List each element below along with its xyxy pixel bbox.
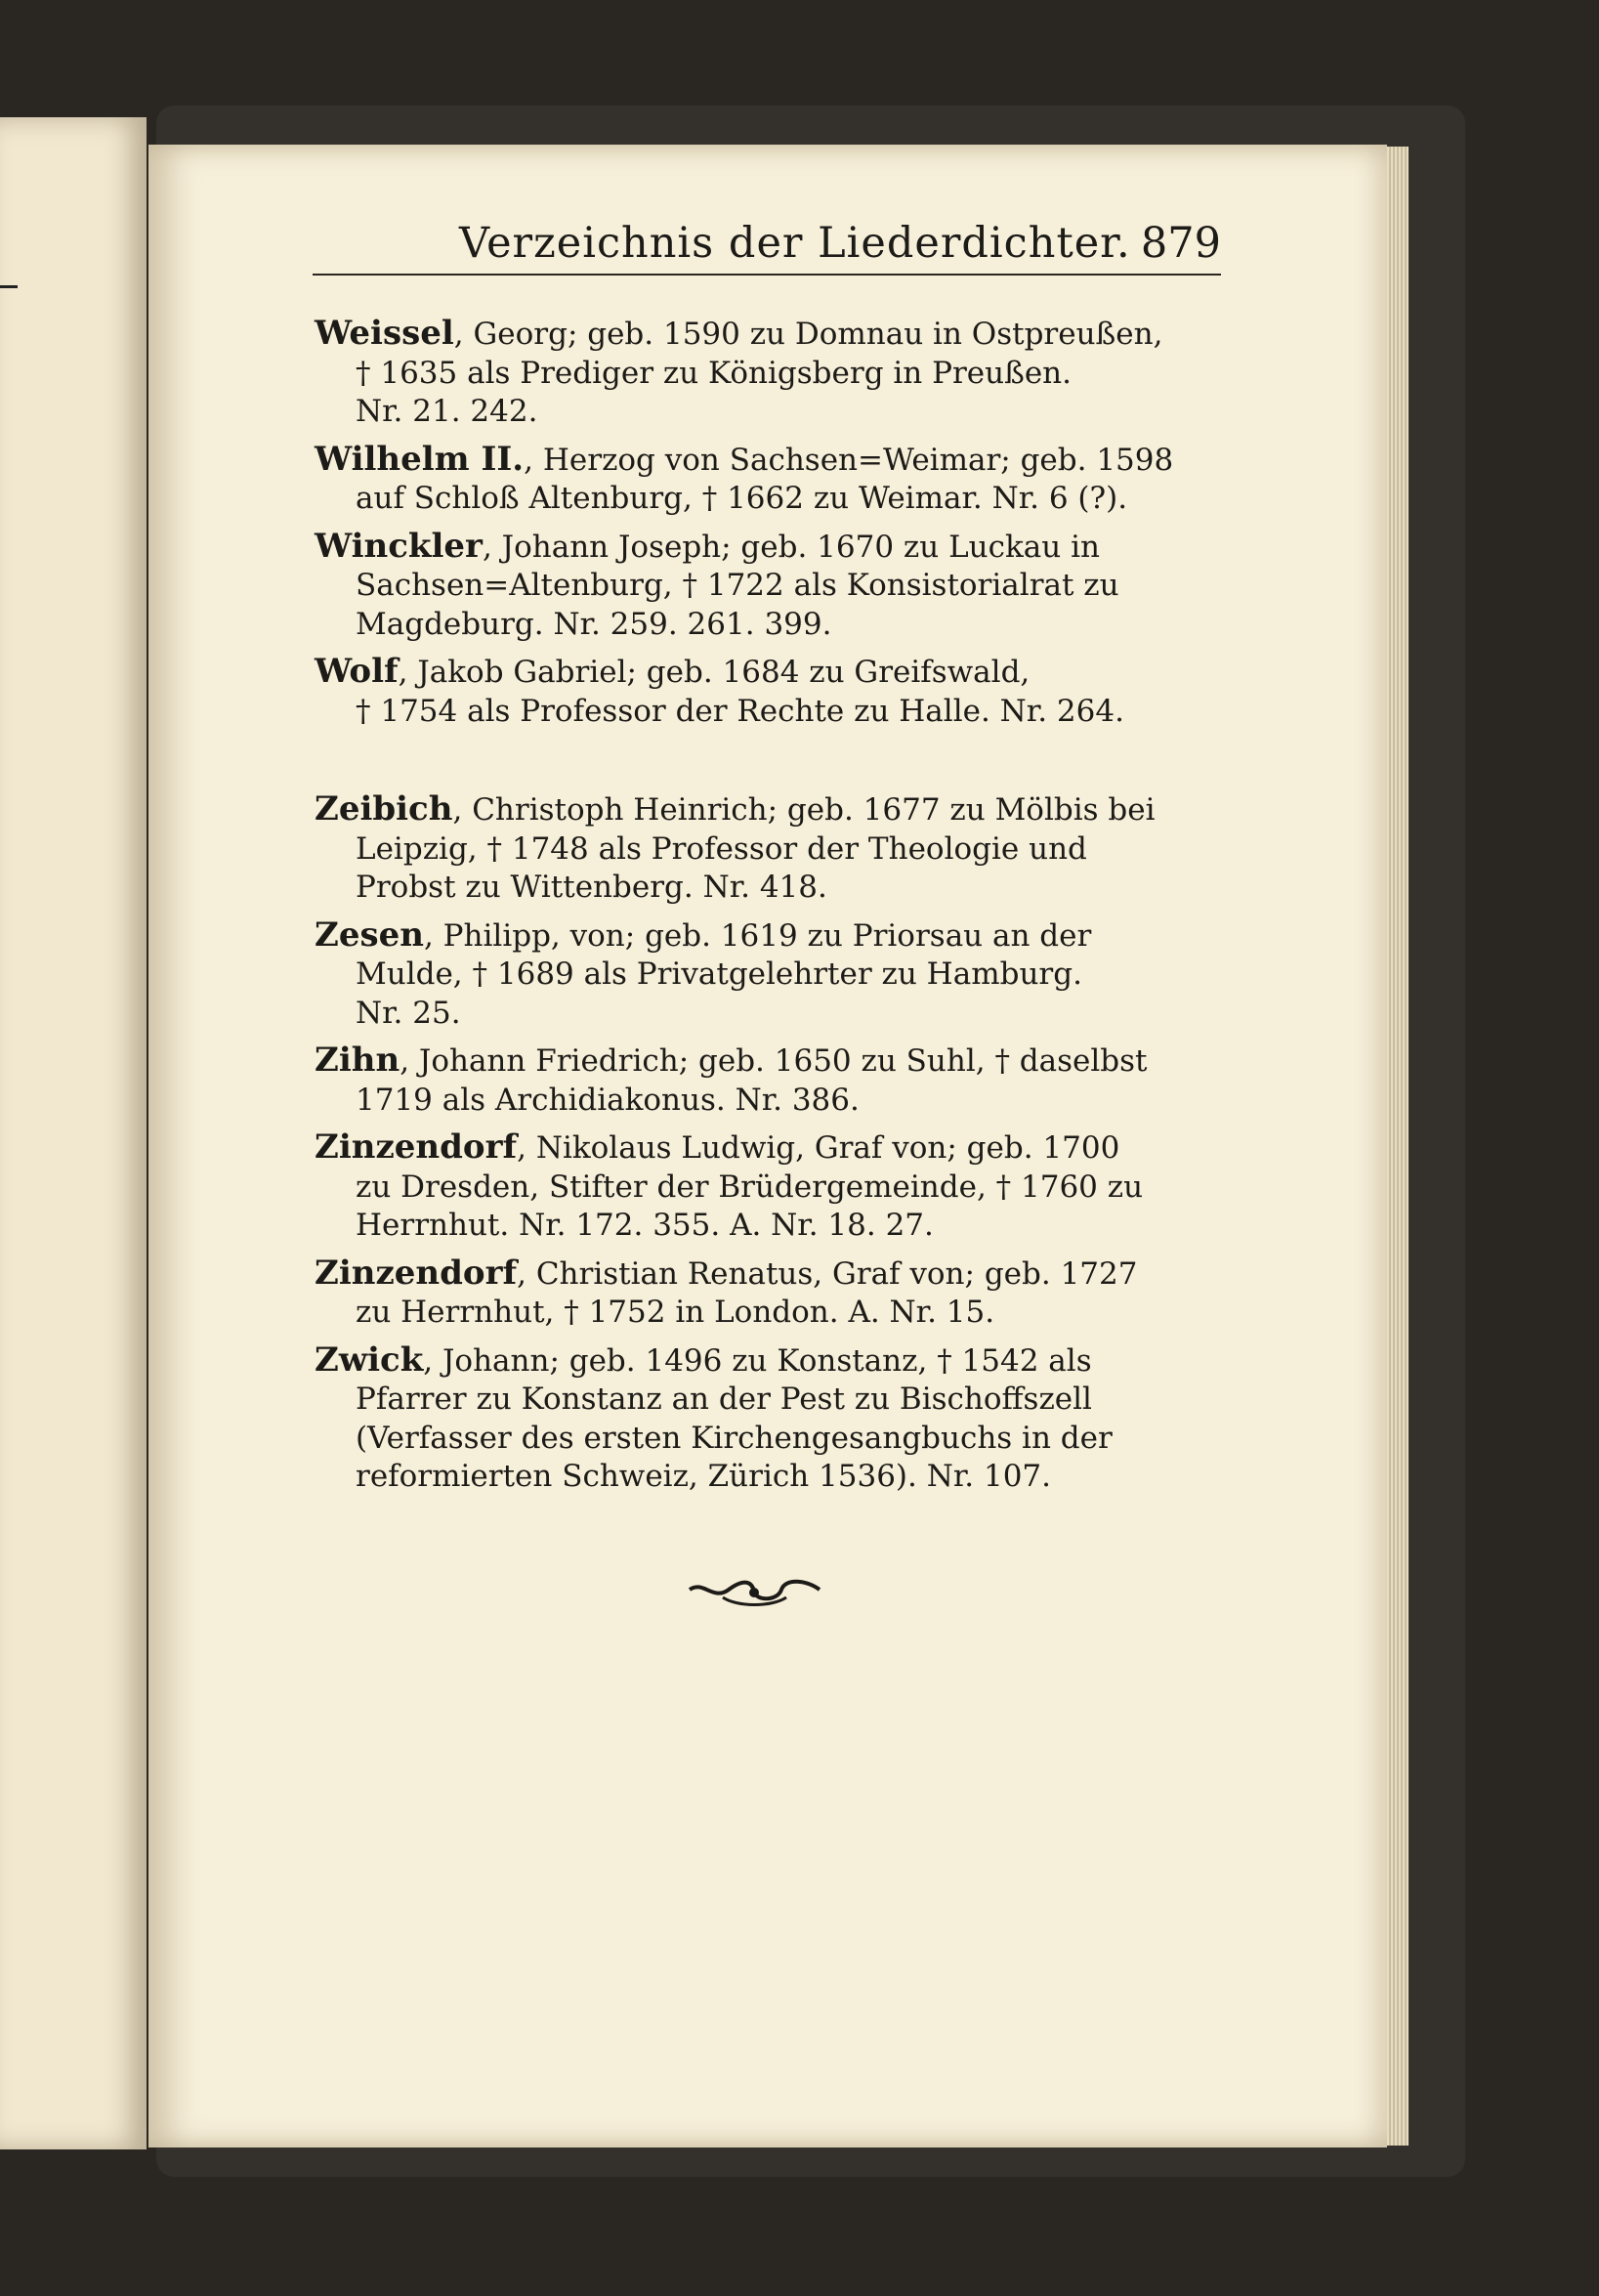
entries-group-w [315, 315, 1189, 731]
entry-name: Zeibich [315, 789, 453, 829]
entry-text: , Christoph Heinrich; geb. 1677 zu Mölbis bei [452, 792, 1156, 828]
entry-line [315, 995, 1189, 1034]
entry-text: 1719 als Archidiakonus. Nr. 386. [356, 1082, 860, 1118]
entry-text: auf Schloß Altenburg, † 1662 zu Weimar. Nr. 6 (?). [356, 481, 1128, 516]
entry-line [315, 1294, 1189, 1333]
entry-line [315, 567, 1189, 606]
entry-first-line [315, 653, 1189, 693]
entry [315, 441, 1189, 519]
entry-text: Nr. 25. [356, 995, 461, 1031]
entry-line [315, 1169, 1189, 1208]
entry [315, 653, 1189, 731]
entry-text: , Johann Joseph; geb. 1670 zu Luckau in [482, 529, 1100, 565]
entries-group-z [315, 790, 1189, 1497]
entry [315, 1128, 1189, 1246]
page-title: Verzeichnis der Liederdichter. [459, 219, 1131, 268]
entry-text: , Philipp, von; geb. 1619 zu Priorsau an der [423, 917, 1092, 954]
entry-name: Weissel [315, 314, 454, 353]
entry-first-line [315, 528, 1189, 568]
entry-text: zu Herrnhut, † 1752 in London. A. Nr. 15. [356, 1295, 995, 1330]
page-header [313, 213, 1221, 281]
entry [315, 1042, 1189, 1120]
entry-line [315, 869, 1189, 908]
entry-line [315, 956, 1189, 995]
entry-first-line [315, 1128, 1189, 1169]
entry [315, 315, 1189, 432]
entry-name: Zinzendorf [315, 1127, 518, 1167]
entry-name: Wilhelm II. [315, 439, 525, 479]
entry-first-line [315, 1341, 1189, 1382]
entry-name: Wolf [315, 652, 399, 691]
entry-line [315, 393, 1189, 432]
entry-line [315, 830, 1189, 870]
entry-line [315, 355, 1189, 394]
entry-text: Probst zu Wittenberg. Nr. 418. [356, 870, 827, 905]
entry-name: Zesen [315, 914, 424, 955]
entry-text: Magdeburg. Nr. 259. 261. 399. [356, 606, 832, 642]
entry-text: Sachsen=Altenburg, † 1722 als Konsistorialrat zu [356, 568, 1119, 603]
entry-text: reformierten Schweiz, Zürich 1536). Nr. 107. [356, 1459, 1052, 1494]
entry-text: Mulde, † 1689 als Privatgelehrter zu Hamburg. [356, 957, 1082, 992]
entry-line [315, 1381, 1189, 1420]
entry-text: zu Dresden, Stifter der Brüdergemeinde, † 1760 zu [356, 1169, 1144, 1205]
entry-first-line [315, 1042, 1189, 1082]
page-number: 879 [1140, 219, 1221, 268]
entry-text: † 1635 als Prediger zu Königsberg in Preußen. [356, 355, 1072, 391]
entry-first-line [315, 441, 1189, 481]
entry-line [315, 480, 1189, 519]
entry-text: , Nikolaus Ludwig, Graf von; geb. 1700 [517, 1130, 1120, 1166]
entry-line [315, 1082, 1189, 1121]
entry-first-line [315, 1254, 1189, 1295]
entry-text: Nr. 21. 242. [356, 394, 538, 429]
entry-line [315, 693, 1189, 732]
entry-name: Zwick [315, 1339, 424, 1380]
entry-text: Leipzig, † 1748 als Professor der Theologie und [356, 830, 1087, 867]
entry-name: Zinzendorf [315, 1253, 518, 1293]
entry-first-line [315, 315, 1189, 355]
entry-text: † 1754 als Professor der Rechte zu Halle. Nr. 264. [356, 693, 1124, 729]
entry-first-line [315, 916, 1189, 957]
entry-name: Winckler [315, 526, 483, 566]
entry-text: , Christian Renatus, Graf von; geb. 1727 [517, 1255, 1138, 1292]
entry-text: Herrnhut. Nr. 172. 355. A. Nr. 18. 27. [356, 1208, 934, 1243]
entry-text: , Jakob Gabriel; geb. 1684 zu Greifswald, [398, 655, 1031, 690]
entry-text: , Georg; geb. 1590 zu Domnau in Ostpreußen, [453, 317, 1163, 352]
page-edges [1387, 147, 1409, 2146]
entry-line [315, 1458, 1189, 1497]
entry-text: , Johann Friedrich; geb. 1650 zu Suhl, † daselbst [400, 1043, 1148, 1079]
entry [315, 1254, 1189, 1333]
left-page-rule [0, 285, 18, 288]
entry-text: (Verfasser des ersten Kirchengesangbuchs in der [356, 1420, 1113, 1456]
header-rule [313, 274, 1221, 276]
entry-name: Zihn [315, 1041, 400, 1080]
entry [315, 916, 1189, 1034]
left-page [0, 117, 147, 2149]
entry [315, 790, 1189, 908]
entry-text: , Herzog von Sachsen=Weimar; geb. 1598 [524, 442, 1174, 478]
entry-first-line [315, 790, 1189, 830]
group-gap [315, 740, 1189, 790]
entry-line [315, 1207, 1189, 1246]
entry-text: Pfarrer zu Konstanz an der Pest zu Bischoffszell [356, 1382, 1092, 1417]
entries-list [315, 315, 1189, 1506]
entry [315, 528, 1189, 645]
entry-line [315, 606, 1189, 645]
ornament-icon [684, 1578, 825, 1607]
entry-text: , Johann; geb. 1496 zu Konstanz, † 1542 als [423, 1342, 1092, 1379]
entry [315, 1341, 1189, 1497]
entry-line [315, 1420, 1189, 1459]
